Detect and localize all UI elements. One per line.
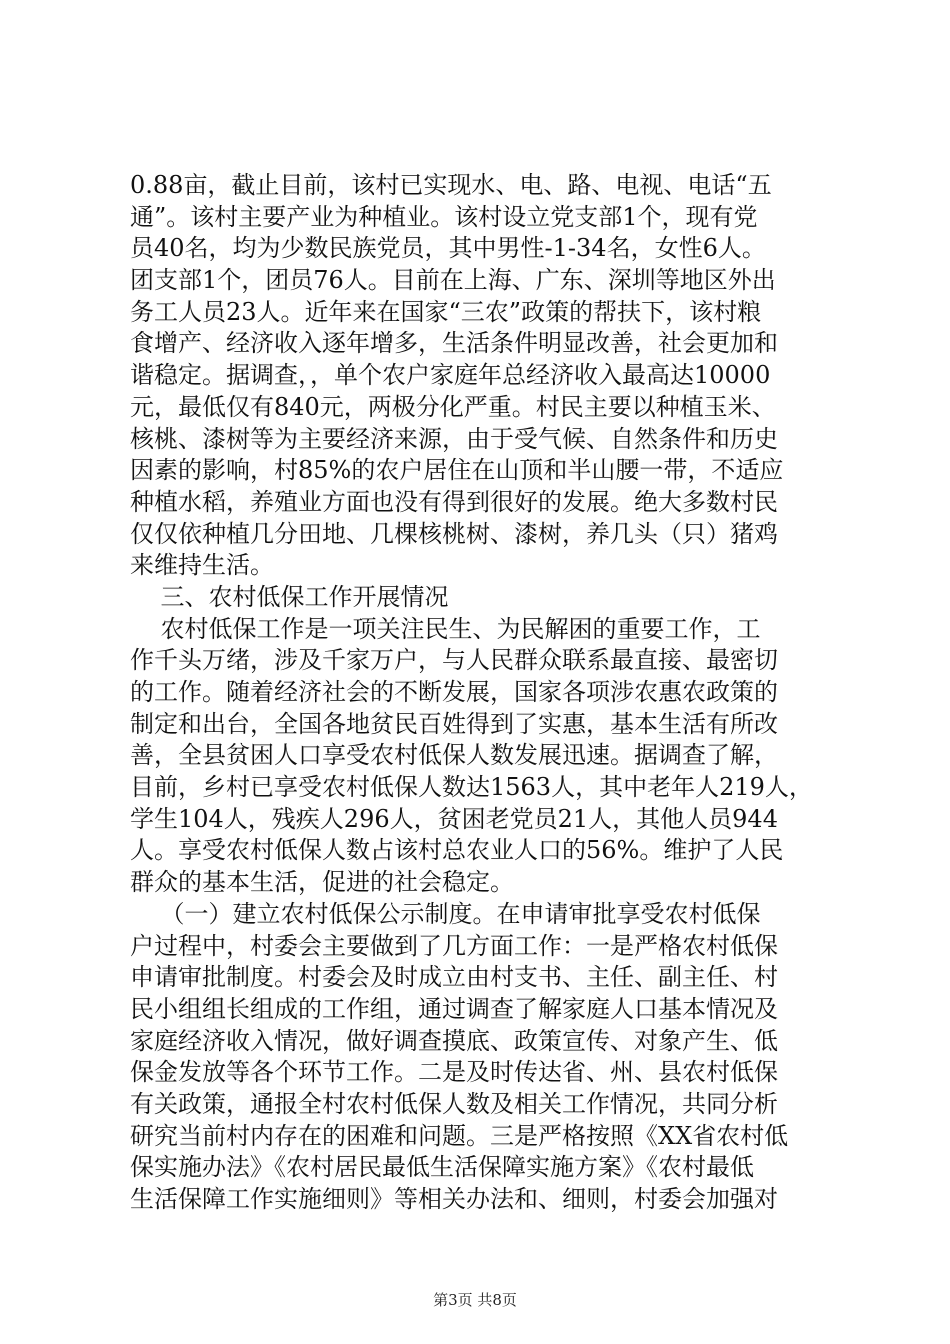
text-line: 来维持生活。	[130, 551, 274, 580]
text-line: 通”。该村主要产业为种植业。该村设立党支部1个，现有党	[130, 202, 758, 231]
text-line: 研究当前村内存在的困难和问题。三是严格按照《XX省农村低	[130, 1121, 789, 1150]
document-body	[130, 170, 830, 1216]
text-line: 员40名，均为少数民族党员，其中男性-1-34名，女性6人。	[130, 234, 766, 263]
text-line: 民小组组长组成的工作组，通过调查了解家庭人口基本情况及	[130, 994, 778, 1023]
text-line: 保实施办法》《农村居民最低生活保障实施方案》《农村最低	[130, 1153, 754, 1182]
text-line: 的工作。随着经济社会的不断发展，国家各项涉农惠农政策的	[130, 678, 778, 706]
text-line: 团支部1个，团员76人。目前在上海、广东、深圳等地区外出	[130, 266, 776, 295]
text-line: 目前，乡村已享受农村低保人数达1563人，其中老年人219人，	[130, 773, 813, 802]
text-line: 务工人员23人。近年来在国家“三农”政策的帮扶下，该村粮	[130, 297, 762, 326]
text-line: 人。享受农村低保人数占该村总农业人口的56%。维护了人民	[130, 836, 784, 865]
text-line: 保金发放等各个环节工作。二是及时传达省、州、县农村低保	[130, 1058, 778, 1087]
text-line: 作千头万绪，涉及千家万户，与人民群众联系最直接、最密切	[130, 646, 778, 675]
text-line: 学生104人，残疾人296人，贫困老党员21人，其他人员944	[130, 804, 778, 833]
text-line: 制定和出台，全国各地贫民百姓得到了实惠，基本生活有所改	[130, 709, 778, 738]
text-line: 群众的基本生活，促进的社会稳定。	[130, 868, 514, 897]
text-line: 户过程中，村委会主要做到了几方面工作：一是严格农村低保	[130, 931, 778, 960]
subsection-heading-line: （一）建立农村低保公示制度。在申请审批享受农村低保	[130, 899, 761, 928]
text-line: 食增产、经济收入逐年增多，生活条件明显改善，社会更加和	[130, 329, 778, 358]
text-line: 种植水稻，养殖业方面也没有得到很好的发展。绝大多数村民	[130, 487, 778, 516]
text-line: 申请审批制度。村委会及时成立由村支书、主任、副主任、村	[130, 963, 778, 992]
text-line: 生活保障工作实施细则》等相关办法和、细则，村委会加强对	[130, 1185, 778, 1213]
text-line: 元，最低仅有840元，两极分化严重。村民主要以种植玉米、	[130, 392, 776, 421]
text-line: 善，全县贫困人口享受农村低保人数发展迅速。据调查了解，	[130, 741, 778, 770]
text-line: 0.88亩，截止目前，该村已实现水、电、路、电视、电话“五	[130, 171, 772, 199]
text-line: 核桃、漆树等为主要经济来源，由于受气候、自然条件和历史	[130, 424, 778, 453]
text-line: 仅仅依种植几分田地、几棵核桃树、漆树，养几头（只）猪鸡	[130, 519, 778, 548]
section-heading: 三、农村低保工作开展情况	[130, 582, 449, 611]
text-line: 家庭经济收入情况，做好调查摸底、政策宣传、对象产生、低	[130, 1026, 778, 1055]
text-line: 农村低保工作是一项关注民生、为民解困的重要工作，工	[130, 614, 761, 643]
page-number-footer: 第3页 共8页	[433, 1291, 517, 1309]
text-line: 谐稳定。据调查，，单个农户家庭年总经济收入最高达10000	[130, 361, 771, 390]
text-line: 因素的影响，村85%的农户居住在山顶和半山腰一带，不适应	[130, 456, 784, 485]
text-line: 有关政策，通报全村农村低保人数及相关工作情况，共同分析	[130, 1089, 778, 1118]
